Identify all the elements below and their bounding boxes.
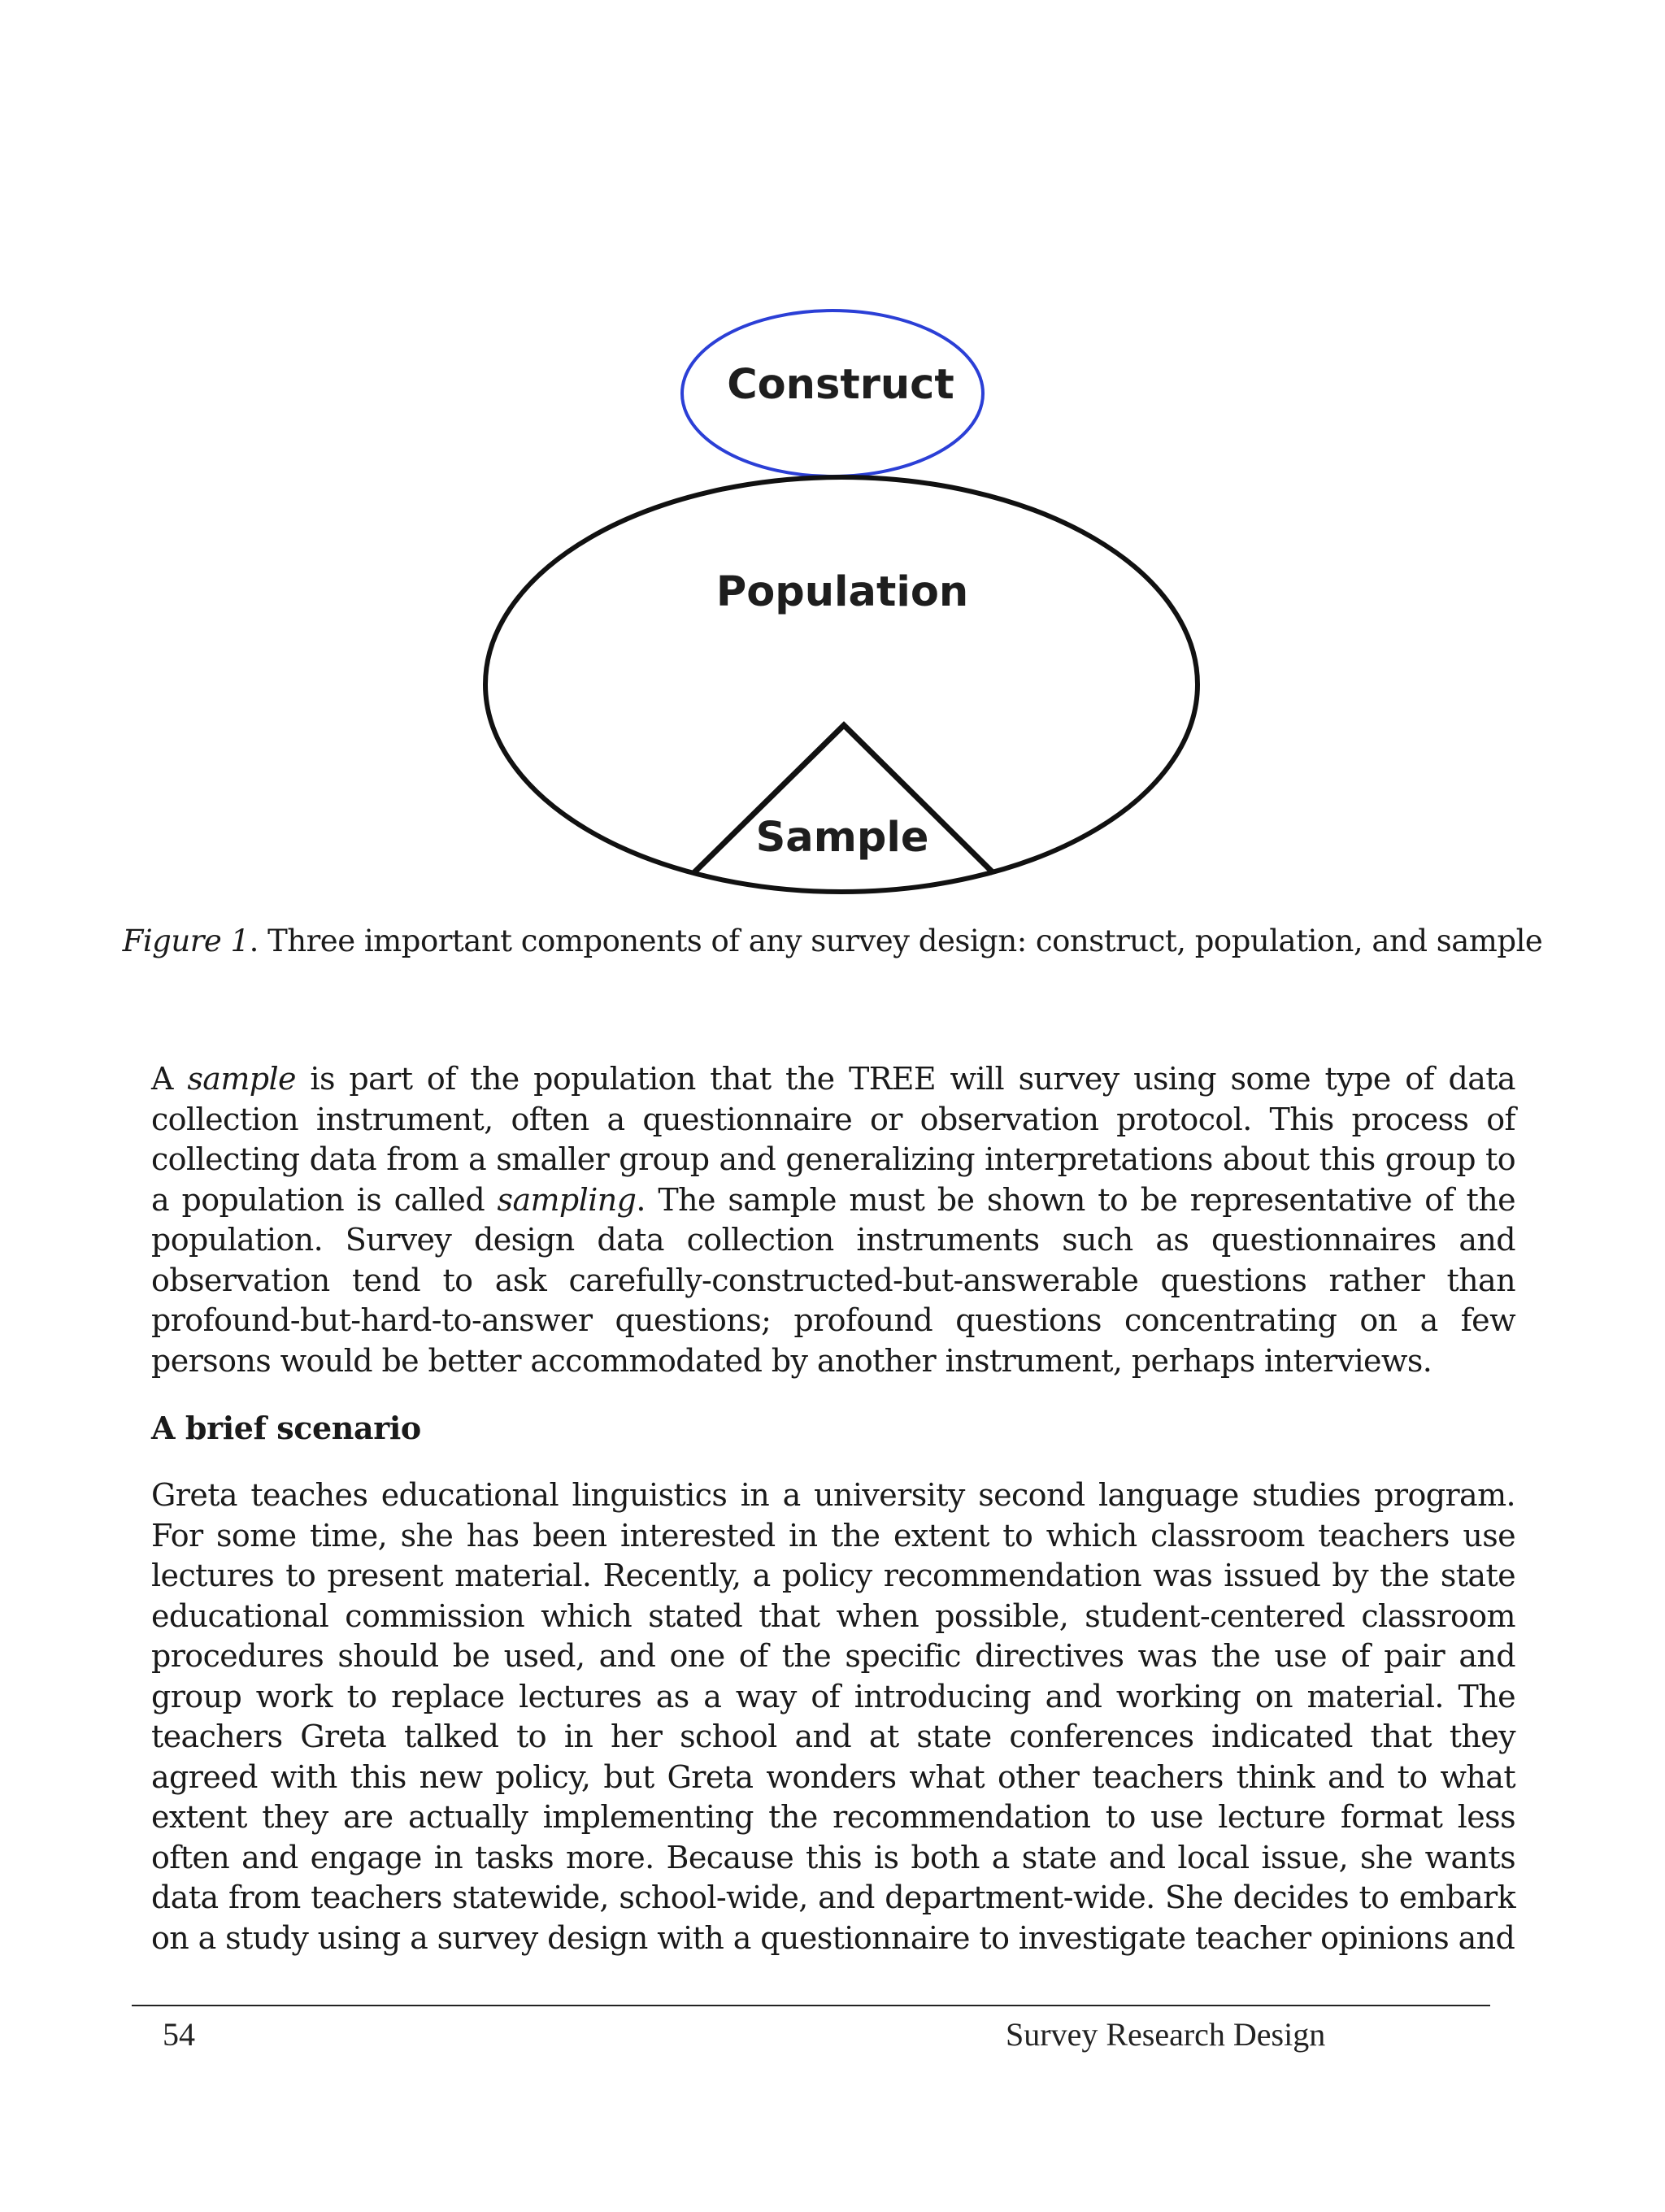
paragraph-text: A <box>151 1061 188 1097</box>
construct-label: Construct <box>727 361 954 409</box>
sample-term: sample <box>187 1061 296 1097</box>
scenario-paragraph: Greta teaches educational linguistics in a university second language studies program. For some time, she has been interested in the extent to which classroom teachers use lectures to present material. Recently, a policy recommendation was issued by the state educational commission which stated that when possible, student-centered classroom procedures should be used, and one of the specific directives was the use of pair and group work to replace lectures as a way of introducing and working on material. The teachers Greta talked to in her school and at state conferences indicated that they agreed with this new policy, but Greta wonders what other teachers think and to what extent they are actually implementing the recommendation to use lecture format less often and engage in tasks more. Because this is both a state and local issue, she wants data from teachers statewide, school-wide, and department-wide. She decides to embark on a study using a survey design with a questionnaire to investigate teacher opinions and <box>151 1477 1515 1956</box>
figure-caption <box>0 921 1665 962</box>
sample-label: Sample <box>755 814 929 862</box>
population-label: Population <box>715 568 969 616</box>
paragraph-text: . The sample must be shown to be representative of the population. Survey design data collection instruments such as questionnaires and observation tend to ask carefully-constructed-but-answerable questions rather than profound-but-hard-to-answer questions; profound questions concentrating on a few persons would be better accommodated by another instrument, perhaps interviews. <box>151 1181 1515 1379</box>
footer-rule <box>132 2005 1490 2006</box>
figure-caption-label: Figure 1 <box>122 923 250 958</box>
figure-caption-text: . Three important components of any survey design: construct, population, and sample <box>249 923 1543 958</box>
running-title: Survey Research Design <box>1006 2016 1326 2053</box>
page-number: 54 <box>163 2016 195 2053</box>
sample-definition-paragraph <box>151 1059 1515 1381</box>
section-heading: A brief scenario <box>151 1410 421 1446</box>
sampling-term: sampling <box>497 1181 637 1218</box>
survey-components-diagram <box>0 0 1665 910</box>
paragraph-text: is part of the population that the TREE will survey using some type of data collection instrument, often a questionnaire or observation protocol. This process of collecting data from a smaller group and generalizing interpretations about this group to a population is called <box>151 1061 1515 1218</box>
